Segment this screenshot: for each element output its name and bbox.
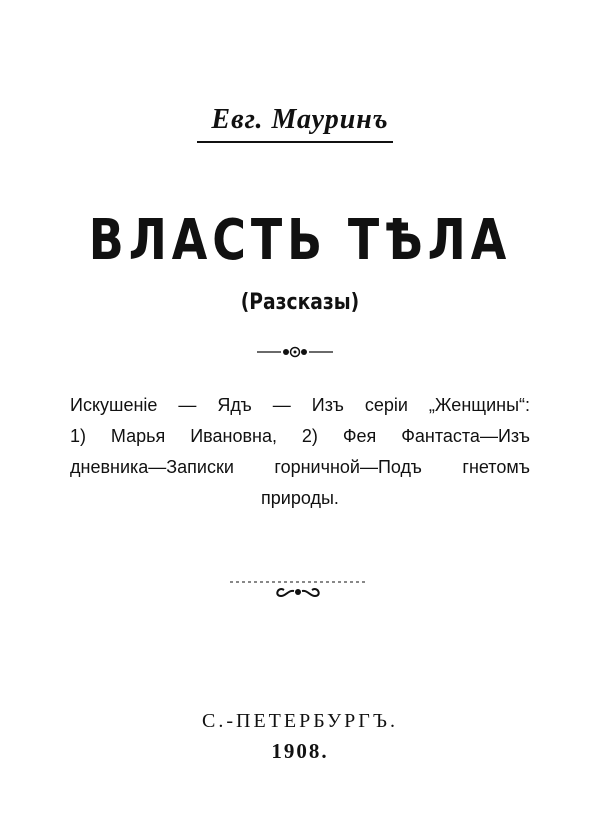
contents-line-4: природы.	[261, 488, 339, 508]
publication-city: С.-ПЕТЕРБУРГЪ.	[202, 710, 398, 732]
contents-line-2: 1) Марья Ивановна, 2) Фея Фантаста—Изъ	[70, 426, 530, 446]
publication-year: 1908.	[271, 739, 329, 763]
divider-ornament-icon	[228, 576, 368, 602]
book-subtitle: (Разсказы)	[240, 290, 360, 315]
book-title: ВЛАСТЬ ТѢЛА	[88, 208, 512, 273]
contents-list	[70, 390, 530, 514]
contents-line-3: дневника—Записки горничной—Подъ гнетомъ	[70, 457, 530, 477]
contents-line-1: Искушеніе — Ядъ — Изъ серіи „Женщины“:	[70, 395, 530, 415]
small-ornament-icon	[255, 345, 335, 359]
author-name: Евг. Мауринъ	[211, 104, 389, 135]
author-underline	[197, 141, 393, 143]
